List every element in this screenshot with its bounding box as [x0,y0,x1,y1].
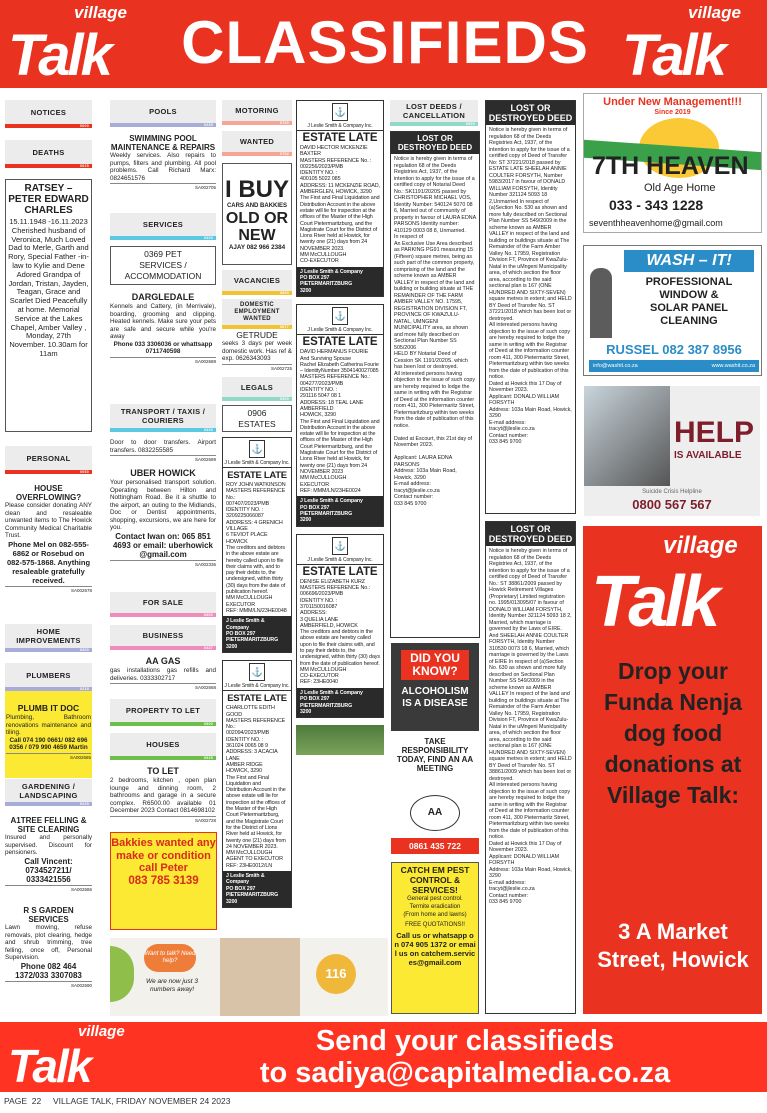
deed-notice: LOST OR DESTROYED DEED Notice is hereby given in terms of regulation 68 of the Deeds Registries Act, 1937, of the intention to apply for the issue of a certified copy of Notarial Deed No.: SK1191/2020S passed by CHRISTOPHER MICHAEL VOS, Identity Number: 540124 5070 08 6, Married out of community of property in favour of LAURA EDNA PARSONS Identity number: 410129 0003 08 8, Unmarried. In respect of An Exclusive Use Area described as PARKING PG91 measuring 15 (Fifteen) square metres, being as such part of the common property, comprising of the land and the scheme known as AMBER VALLEY in respect of the land and building or building situate at THE REMAINDER OF THE FARM AMBER VALLEY NO. 17595, REGISTRATION DIVISION FT, PROVINCE OF KWAZULU-NATAL, UMNGENI MUNICIPALITY area, as shown and more fully described on Sectional Plan Number SS 505/2006 HELD BY Notarial Deed of Cession SK 1191/2020S. which has been lost or destroyed. All interested persons having objection to the issue of such copy are hereby required to lodge the same in writing with the Registrar of Deed at the information counter room 411, 300 Pietermaritz Street, Pietermaritzburg within two weeks from the date of publication of this notice. Dated at Escourt, this 21st day of November 2023. Applicant: LAURA EDNA PARSONS Address: 103a Main Road, Howick, 3290 E-mail address: tracyt@jleslie.co.za Contact number: 033 845 9700 [390,131,480,638]
section-estates: 0906 ESTATES [222,405,292,432]
category-transport: TRANSPORT / TAXIS / COURIERS 0330 [110,404,216,432]
category-services: SERVICES 0300 [110,213,216,240]
category-plumbers: PLUMBERS 0215 [5,663,92,691]
category-gardening: GARDENING / LANDSCAPING 0225 [5,779,92,806]
village-talk-logo: village Talk [8,1023,125,1092]
estate-column-left [222,437,292,908]
person-photo [220,938,300,1016]
category-deaths: DEATHS 0025 [5,140,92,168]
ad-getrude: GETRUDE seeks 3 days per week domestic work. Has ref & exp. 0626343093 SA002725 [222,330,292,371]
jls-logo-icon: ⚓ [249,663,265,681]
category-domestic-employment: DOMESTIC EMPLOYMENT WANTED 0877 [222,299,292,329]
ad-helpline-116: Want to talk? Need help? We are now just 3 numbers away! 116 [110,938,388,1016]
jls-logo-icon: ⚓ [249,440,265,458]
category-pools: POOLS 0235 [110,100,216,127]
estate-notice: ⚓ J Leslie Smith & Company Inc. ESTATE LATE CHARLOTTE EDITH GOOD MASTERS REFERENCE No.: 002094/2023/PMB IDENTITY NO. : 361024 0065 08 9 ADDRESS: 3 ACACIA LANE AMBER RIDGE HOWICK, 3290 The First and Final Liquidation and Distribution Account in the above estate will lie for inspection at the offices of the Master of the High Court Pietermaritzburg, and the Magistrate Court for the District of Lions River held at Howick, for twenty one (21) days from 24 NOVEMBER 2023. MM McCULLOUGH AGENT TO EXECUTOR REF: 23HE0012/LN J Leslie Smith & Company PO BOX 297 PIETERMARITZBURG 3200 [222,660,292,908]
estate-column-right [296,100,384,755]
ad-alcoholism: DID YOU KNOW? ALCOHOLISM IS A DISEASE [391,643,479,731]
category-lost-deeds: LOST DEEDS / CANCELLATION 0000 [390,100,478,126]
ad-house-overflowing: HOUSE OVERFLOWING? Please consider donating ANY clean and resaleable unwanted items to The Howick Community Medical Charitable Trust. Phone Mel on 082-555-6862 or Rosebud on 082-575-1868. Anything resaleable gratefully received. SA002678 [5,484,92,593]
page-footer: PAGE 22 VILLAGE TALK, FRIDAY NOVEMBER 24 2023 [4,1096,231,1106]
ad-aa-gas: AA GAS gas installations gas refills and deliveries. 0333302717 SA002668 [110,656,216,690]
page-title: CLASSIFIEDS [181,9,589,76]
ad-uber-howick: UBER HOWICK Your personalised transport solution. Operating between Hilton and Nottingham Road. Be it a shuttle to the airport, an outing to the Midlands, Doc or Dentist appointments, shopping, excursions, we are here for you. Contact Iwan on: 065 851 4693 or email: uberhowick @gmail.com SA002336 [110,468,216,567]
category-home-improvements: HOME IMPROVEMENTS 0200 [5,624,92,652]
speech-bubble: Want to talk? Need help? [144,944,196,972]
village-talk-logo: village Talk [8,3,127,88]
category-vacancies: VACANCIES 0800 [222,270,292,295]
category-motoring: MOTORING 0700 [222,100,292,125]
masthead [0,0,767,88]
ad-swimming-pool: SWIMMING POOL MAINTENANCE & REPAIRS Weekly services. Also repairs to pumps, filters and plumbing. All pool problems. Call Richard Marx: 0824651576 SA002705 [110,134,216,190]
death-notice-ratsey: RATSEY – PETER EDWARD CHARLES 15.11.1948 -16.11.2023 Cherished husband of Veronica, Much Loved Dad to Merle, Garth and Rory, Special Father -in-law to Kylie and Dene Adored Grandpa of Jordan, Tristan, Jayden, Teagan, Grace and Scarlet Died Peacefully at home. Memorial Service at the Lakes Chapel, Amber Valley , Monday, 27th November. 10.30am for 11am [5,179,92,432]
ad-plumb-it-doc: PLUMB IT DOC Plumbing, Bathroom renovations maintenance and tiling. Call 074 190 0661/ 082 696 0356 / 079 990 4659 Martin SA002685 [6,703,91,760]
estate-notice: ⚓ J Leslie Smith & Company Inc. ESTATE LATE DAVID HECTOR MCKENZIE BAXTER MASTERS REFERENCE No. : 002256/2023/PMB IDENTITY NO. : 400105 5022 085 ADDRESS: 11 MCKENZIE ROAD, AMBERGLEN, HOWICK, 3290 The First and Final Liquidation and Distribution Account in the above estate will lie for inspection at the offices of the Master of the High Court Pietermaritzburg, and the Magistrate Court for the District of Lions River held at Howick, for twenty one (21) days from 24 NOVEMBER 2023. MM McCULLOUGH CO-EXECUTOR J Leslie Smith & Company PO BOX 297 PIETERMARITZBURG 3200 [296,100,384,297]
cleaner-silhouette-icon [590,268,612,338]
jls-logo-icon: ⚓ [332,537,348,555]
category-property-to-let: PROPERTY TO LET 0500 [110,699,216,726]
category-houses: HOUSES 0525 [110,733,216,760]
ad-to-let: TO LET 2 bedrooms, kitchen , open plan lounge and dinning room, 2 bathrooms and garage in a secure complex. R6500.00 available 01 December 2023 Contact 0814698102 SA002728 [110,766,216,823]
wash-email-link[interactable]: info@washit.co.za [593,363,638,369]
estate-notice: ⚓ J Leslie Smith & Company Inc. ESTATE LATE DENISE ELIZABETH KURZ MASTERS REFERENCE No.: 006696/2023/PMB IDENTITY NO. : 3701150016087 ADDRESS: 3 QUELIA LANE AMBERFIELD, HOWICK The creditors and debtors in the above estate are hereby called upon to file their claims with, and to pay their debts to, the undersigned, within thirty (30) days from the date of publication hereof. MM McCULLOUGH CO-EXECUTOR REF: 23HE0040 J Leslie Smith & Company PO BOX 297 PIETERMARITZBURG 3200 [296,534,384,719]
jls-logo-icon: ⚓ [332,307,348,325]
jls-logo-icon: ⚓ [332,103,348,121]
footer-banner: village Talk Send your classifieds to sadiya@capitalmedia.co.za [0,1022,767,1092]
deed-notice: LOST OR DESTROYED DEED Notice is hereby given in terms of regulation 68 of the Deeds Registries Act, 1937, of the intention to apply for the issue of a certified copy of Deed of Transfer No.: ST 38861/2009 passed by Howick Retirement Villages (Proprietary) Limited registration no. 1995/013095/07 in favour of DONALD WILLIAM FORSYTH, Identity Number 321124 5093 18 2, Married, which marriage is governed by the Laws of EIRE. And SHEELAH ANNIE COULTER FORSYTH, Identity Number 310530 0073 18 6, Married, which marriage is governed by the Laws of EIRE In respect of (a)Section No. 630 as shown and more fully described on Sectional Plan Number SS 549/2009 in the scheme known as AMBER VALLEY In respect of the land and building or buildings situate at The Remainder of the Farm Amber Valley No. 17959, Registration Division FT, Province of KwaZulu-Natal in the uMngeni Municipality area, of which section the floor area, according to the said sectional plan is 167 (ONE HUNDRED AND SIXTY-SEVEN) square metres in extent; and HELD BY Deed of Transfer No. ST 38861/2009 which has been lost or destroyed. All interested persons having objection to the issue of such copy are hereby required to lodge the same in writing with the Registrar of Deed at the information counter room 411, 300 Pietermaritz Street, Pietermaritzburg within two weeks from the date of publication of this notice. Dated at Howick this 17 Day of November 2023. Applicant: DONALD WILLIAM FORSYTH Address: 103a Main Road, Howick, 3290 E-mail address: tracyt@jleslie.co.za Contact number: 033 845 9700 [485,521,576,1014]
wash-website-link[interactable]: www.washit.co.za [711,363,755,369]
decorative-leaf [110,946,134,1002]
116-badge: 116 [316,954,356,994]
bowling-photo [296,725,384,755]
ad-transfers: Door to door transfers. Airport transfers. 0832255585 SA002689 [110,439,216,462]
category-for-sale: FOR SALE 0400 [110,592,216,617]
ad-rs-garden: R S GARDEN SERVICES Lawn mowing, refuse removals, plot clearing, hedge and shrub trimming, tree felling, once off, Personal Supervision. Phone 082 464 1372/033 3307083 SA002690 [5,906,92,988]
category-personal: PERSONAL 0050 [5,446,92,474]
estate-notice: ⚓ J Leslie Smith & Company Inc. ESTATE LATE ROY JOHN WATKINSON MASTERS REFERENCE No.: 007407/2023/PMB IDENTITY NO. : 3209225066087 ADDRESS: 4 GRENICH VILLAGE 6 TEVIOT PLACE HOWICK The creditors and debtors in the above estate are hereby called upon to file their claims with, and to pay their debts to, the undersigned, within thirty (30) days from the date of publication hereof. MM McCULLOUGH EXECUTOR REF: MMM/LN/23HE0048 J Leslie Smith & Company PO BOX 297 PIETERMARITZBURG 3200 [222,437,292,653]
ad-dargledale: DARGLEDALE Kennels and Cattery, (in Merrivale), boarding, grooming and clipping. Heated kennels. Make sure your pets are safe and secure while you're away Phone 033 3306036 or whattsapp 0711740598 SA002688 [110,292,216,364]
classifieds-email-link[interactable]: to sadiya@capitalmedia.co.za [259,1057,671,1089]
village-talk-logo: village Talk [622,3,741,88]
category-wanted: WANTED 0702 [222,131,292,156]
ad-catch-em: CATCH EM PEST CONTROL & SERVICES! General pest control. Termite eradication (From home and lawns) FREE QUOTATIONS!! Call us or whatsapp on 074 905 1372 or email us on catchem.services@gmail.com [391,862,479,1014]
category-notices: NOTICES 0000 [5,100,92,128]
ad-wash-it: WASH – IT! PROFESSIONAL WINDOW & SOLAR PANEL CLEANING RUSSEL 082 387 8956 info@washit.co.za www.washit.co.za [583,245,762,376]
woman-photo [584,386,670,486]
deed-notice: LOST OR DESTROYED DEED Notice is hereby given in terms of regulation 68 of the Deeds Registries Act, 1937, of the intention to apply for the issue of a certified copy of Deed of Transfer No: ST 37221/2018 passed by ESTATE LATE SHEELAH ANNIE COULTER FORSYTH, Number 5983/2017 in favour of DONALD WILLIAM FORSYTH, Identity Number 321124 5093 18 2,Unmarried In respect of (a)Section No. 530 as shown and more fully described on Sectional Plan Number SS 549/2009 in the scheme known as AMBER VALLEY in respect of the land and building or buildings situate at The Remainder of the Farm Amber Valley No. 17959, Registration Division FT, Province of KwaZulu-Natal in the uMngeni Municipality area, of which section the floor area, according to the said sectional plan is 167 (ONE HUNDRED AND SIXTY-SEVEN) square metres in extent; and HELD BY Deed of Transfer No. ST 37221/2018 which has been lost or destroyed. All interested persons having objection to the issue of such copy are hereby required to lodge the same in writing with the Registrar of Deed at the information counter room 411, 300 Pietermaritz Street, Pietermaritzburg within two weeks from the date of publication of this notice. Dated at Howick this 17 Day of November 2023. Applicant: DONALD WILLIAM FORSYTH Address: 103a Main Road, Howick, 3290 E-mail address: tracyt@jleslie.co.za Contact number: 033 845 9700 [485,100,576,514]
ad-i-buy-cars: I BUY CARS AND BAKKIES OLD OR NEW AJAY 082 966 2384 [222,163,292,265]
ad-a1tree: A1TREE FELLING & SITE CLEARING Insured and personally supervised. Discount for pensioners. Call Vincent: 0734527211/ 0333421556 SA002686 [5,816,92,892]
estate-notice: ⚓ J Leslie Smith & Company Inc. ESTATE LATE DAVID HERMANUS FOURIE And Surviving Spouse Rachel Elizabeth Catherina Fourie – IdentityNumber 3504140027085 MASTERS REFERENCE No.: 004277/2023/PMB IDENTITY NO. : 291116 5047 08 1 ADDRESS: 18 TEAL LANE AMBERFIELD HOWICK, 3290 The First and Final Liquidation and Distribution Account in the above estate will lie for inspection at the offices of the Master of the High Court Pietermaritzburg, and the Magistrate Court for the District of Lions River held at Howick, for twenty one (21) days from 24 NOVEMBER 2023 MM McCULLOUGH EXECUTOR REF: MMM/LN/23HE0024 J Leslie Smith & Company PO BOX 297 PIETERMARITZBURG 3200 [296,304,384,526]
category-business: BUSINESS 0427 [110,625,216,650]
category-legals: LEGALS 0900 [222,377,292,401]
ad-funda-nenja: village Talk Drop your Funda Nenja dog food donations at Village Talk: 3 A Market Street, Howick [583,526,762,1014]
ad-bakkies-wanted: Bakkies wanted any make or condition call Peter 083 785 3139 [110,832,217,930]
ad-help-available: HELP IS AVAILABLE Suicide Crisis Helpline 0800 567 567 [584,386,760,516]
section-pet-services: 0369 PET SERVICES / ACCOMMODATION [110,246,216,285]
aa-take-responsibility: TAKE RESPONSIBILITY TODAY, FIND AN AA MEETING [396,737,474,773]
aa-logo-icon: AA [410,795,460,831]
ad-7th-heaven: Under New Management!!! Since 2019 7TH HEAVEN Old Age Home 033 - 343 1228 seventhheavenhome@gmail.com [583,93,762,233]
aa-phone: 0861 435 722 [391,838,479,854]
